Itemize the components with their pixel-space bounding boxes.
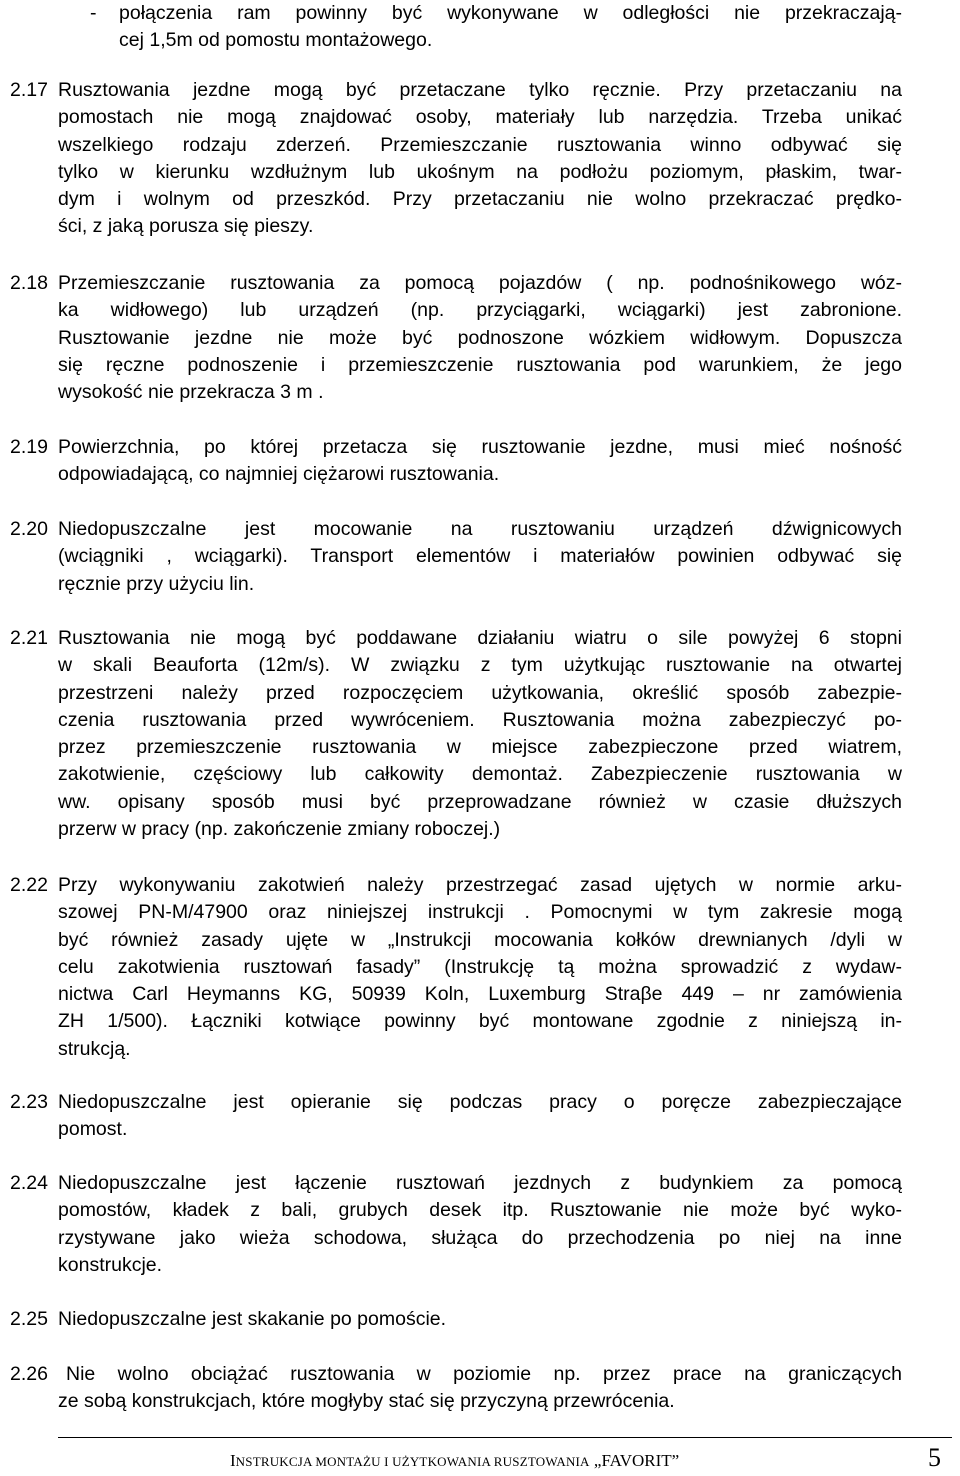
line-text: pomostach nie mogą znajdować osoby, materiały lub narzędzia. Trzeba unikać [58,106,902,129]
line-text: ka widłowego) lub urządzeń (np. przyciągarki, wciągarki) jest zabronione. [58,299,902,322]
line-text: rzystywane jako wieża schodowa, służąca do przechodzenia po niej na inne [58,1226,902,1249]
line-text: tylko w kierunku wzdłużnym lub ukośnym na podłożu poziomym, płaskim, twar- [58,160,902,183]
line-text: być również zasady ujęte w „Instrukcji mocowania kołków drewnianych /dyli w [58,928,902,951]
section-number: 2.24 [10,1172,48,1194]
line-text: pomostów, kładek z bali, grubych desek itp. Rusztowanie nie może być wyko- [58,1199,902,1222]
line-text: w skali Beauforta (12m/s). W związku z tym użytkując rusztowanie na otwartej [58,654,902,677]
section-number: 2.26 [10,1363,48,1385]
line-text: Przy wykonywaniu zakotwień należy przestrzegać zasad ujętych w normie arku- [58,874,902,896]
section-number: 2.17 [10,79,48,101]
line-text: przez przemieszczenie rusztowania w miejsce zabezpieczone przed wiatrem, [58,736,902,759]
line-text: Powierzchnia, po której przetacza się rusztowanie jezdne, musi mieć nośność [58,436,902,458]
line-text: ww. opisany sposób musi być przeprowadzane również w czasie dłuższych [58,790,902,813]
line-text: połączenia ram powinny być wykonywane w odległości nie przekraczają- [119,2,902,24]
line-text: celu zakotwienia rusztowań fasady” (Instrukcję tą można sprowadzić z wydaw- [58,955,902,978]
section-number: 2.25 [10,1308,48,1330]
line-text: Niedopuszczalne jest mocowanie na rusztowaniu urządzeń dźwignicowych [58,518,902,540]
line-text: Rusztowania jezdne mogą być przetaczane tylko ręcznie. Przy przetaczaniu na [58,79,902,101]
footer-product-name: „FAVORIT” [593,1451,680,1470]
line-text: wszelkiego rodzaju zderzeń. Przemieszczanie rusztowania winno odbywać się [58,133,902,156]
line-text: ści, z jaką porusza się pieszy. [58,215,314,238]
section-number: 2.19 [10,436,48,458]
line-text: szowej PN-M/47900 oraz niniejszej instrukcji . Pomocnymi w tym zakresie mogą [58,901,902,924]
text-line [0,27,960,54]
line-text: Rusztowanie jezdne nie może być podnoszone wózkiem widłowym. Dopuszcza [58,326,902,349]
bullet-dash: - [90,2,97,24]
section-2-20 [0,516,960,598]
line-text: dym i wolnym od przeszkód. Przy przetaczaniu nie wolno przekraczać prędko- [58,188,902,211]
line-text: cej 1,5m od pomostu montażowego. [119,29,433,52]
line-text: Rusztowania nie mogą być poddawane działaniu wiatru o sile powyżej 6 stopni [58,627,902,649]
section-2-22 [0,872,960,1063]
footer-title-smallcaps: NSTRUKCJA MONTAŻU I UŻYTKOWANIA RUSZTOWANIA [235,1454,590,1469]
page-number: 5 [928,1443,941,1472]
section-2-24 [0,1170,960,1279]
section-2-19 [0,434,960,489]
line-text: Przemieszczanie rusztowania za pomocą pojazdów ( np. podnośnikowego wóz- [58,272,902,294]
section-number: 2.23 [10,1091,48,1113]
section-number: 2.20 [10,518,48,540]
line-text: wysokość nie przekracza 3 m . [58,381,324,404]
line-text: konstrukcje. [58,1253,163,1276]
line-text: się ręczne podnoszenie i przemieszczenie rusztowania pod warunkiem, że jego [58,353,902,376]
section-number: 2.18 [10,272,48,294]
line-text: przestrzeni należy przed rozpoczęciem użytkowania, określić sposób zabezpie- [58,681,902,704]
text-line [0,0,960,27]
line-text: ręcznie przy użyciu lin. [58,572,255,595]
footer-title-initial: I [230,1451,236,1470]
footer-divider [58,1437,952,1438]
line-text: Niedopuszczalne jest skakanie po pomoście. [58,1308,447,1330]
line-text: Niedopuszczalne jest łączenie rusztowań jezdnych z budynkiem za pomocą [58,1172,902,1194]
line-text: Niedopuszczalne jest opieranie się podczas pracy o poręcze zabezpieczające [58,1091,902,1113]
line-text: pomost. [58,1118,128,1141]
section-2-17 [0,77,960,241]
line-text: czenia rusztowania przed wywróceniem. Rusztowania można zabezpieczyć po- [58,708,902,731]
line-text: zakotwienie, częściowy lub całkowity demontaż. Zabezpieczenie rusztowania w [58,763,902,786]
section-2-23 [0,1089,960,1144]
line-text: Nie wolno obciążać rusztowania w poziomie np. przez prace na graniczących [66,1363,902,1385]
section-2-21 [0,625,960,843]
line-text: odpowiadającą, co najmniej ciężarowi rusztowania. [58,463,500,486]
section-number: 2.22 [10,874,48,896]
footer-title [230,1450,679,1473]
line-text: (wciągniki , wciągarki). Transport elementów i materiałów powinien odbywać się [58,545,902,568]
intro-bullet-block [0,0,960,55]
line-text: przerw w pracy (np. zakończenie zmiany roboczej.) [58,818,501,841]
line-text: ZH 1/500). Łączniki kotwiące powinny być montowane zgodnie z niniejszą in- [58,1010,902,1033]
section-2-25 [0,1306,960,1333]
line-text: ze sobą konstrukcjach, które mogłyby stać się przyczyną przewrócenia. [58,1390,675,1413]
section-2-18 [0,270,960,406]
section-2-26 [0,1361,960,1416]
section-number: 2.21 [10,627,48,649]
line-text: strukcją. [58,1037,131,1060]
line-text: nictwa Carl Heymanns KG, 50939 Koln, Luxemburg Straβe 449 – nr zamówienia [58,983,902,1006]
